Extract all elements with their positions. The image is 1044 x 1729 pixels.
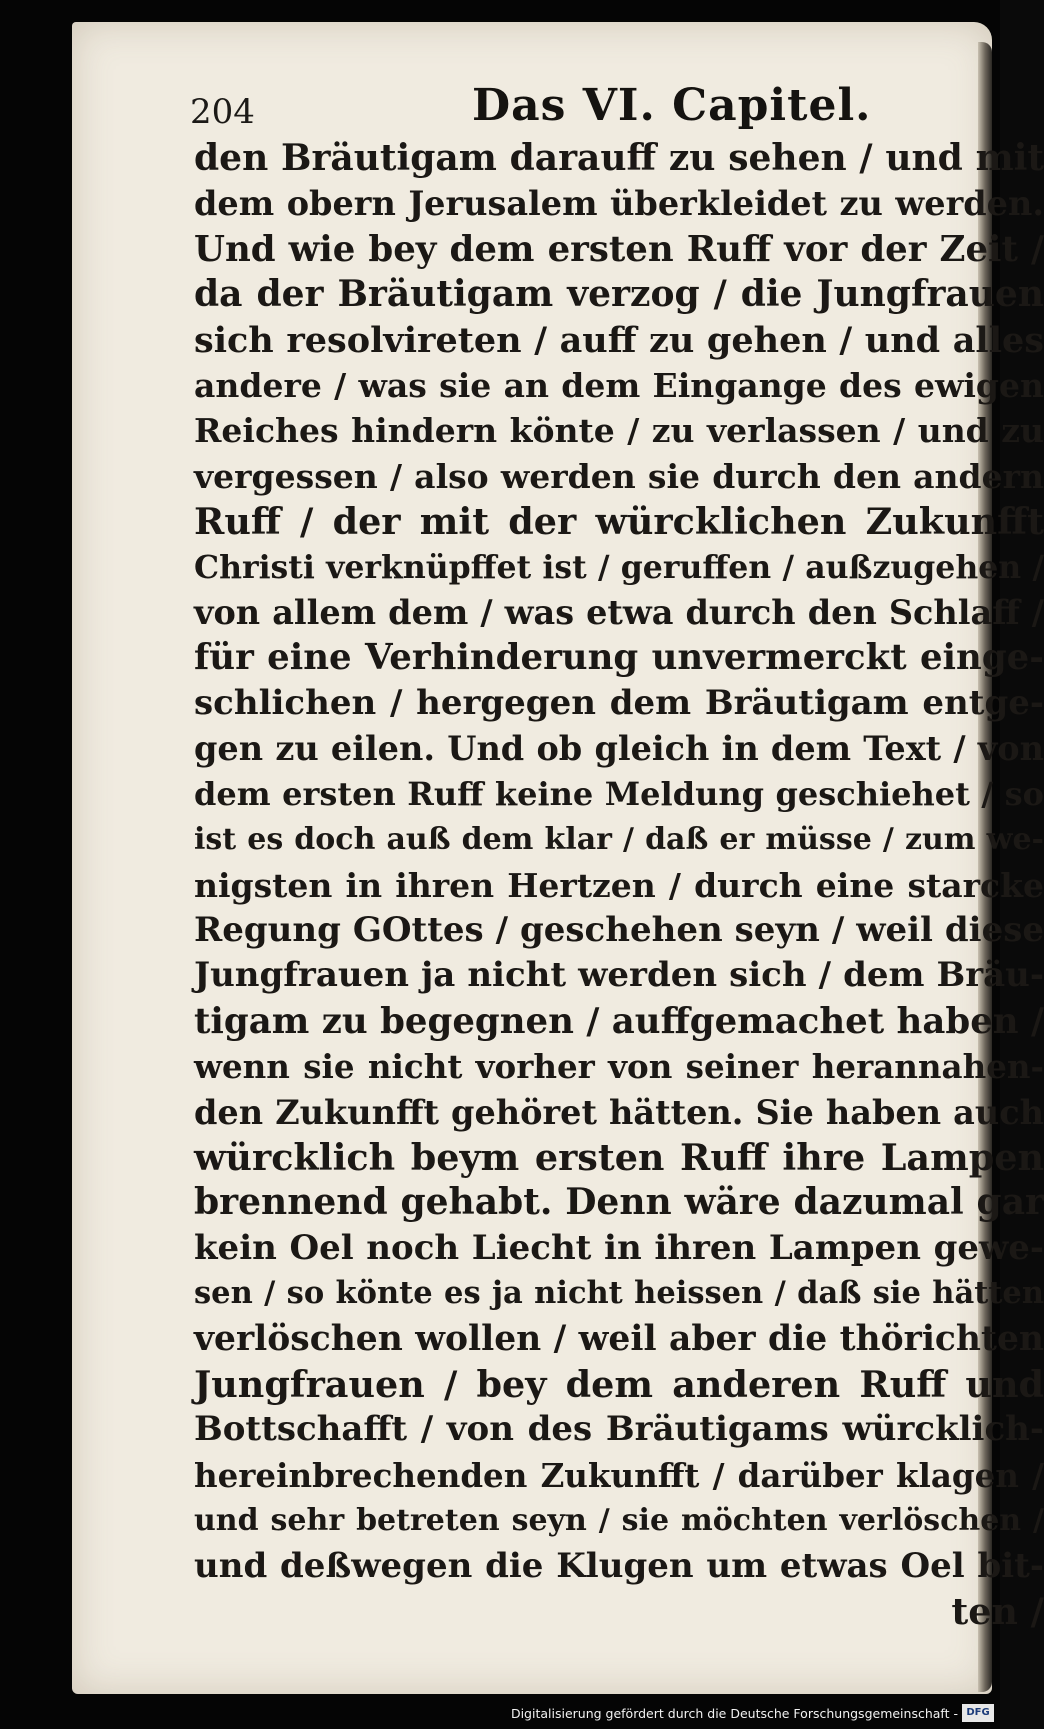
text-line: Jungfrauen / bey dem anderen Ruff und [194, 1362, 1044, 1406]
text-line: würcklich beym ersten Ruff ihre Lampen [194, 1135, 1044, 1179]
text-body [194, 136, 1044, 1634]
digitization-footer [0, 1700, 1000, 1729]
text-line: brennend gehabt. Denn wäre dazumal gar [194, 1181, 1044, 1224]
dfg-logo: DFG [962, 1704, 994, 1722]
text-line: schlichen / hergegen dem Bräutigam entge- [194, 682, 1044, 723]
page-number: 204 [190, 92, 255, 132]
text-line: von allem dem / was etwa durch den Schlaff / [194, 593, 1044, 633]
text-line: nigsten in ihren Hertzen / durch eine starcke [194, 865, 1044, 905]
text-line: Ruff / der mit der würcklichen Zukunfft [194, 500, 1044, 544]
text-line: sen / so könte es ja nicht heissen / daß sie hätten [194, 1275, 1044, 1312]
text-line: für eine Verhinderung unvermerckt einge- [194, 637, 1044, 679]
text-line: dem obern Jerusalem überkleidet zu werden. [194, 184, 1044, 224]
running-head: Das VI. Capitel. [472, 80, 872, 131]
text-line: andere / was sie an dem Eingange des ewigen [194, 366, 1044, 406]
funding-note: Digitalisierung gefördert durch die Deutsche Forschungsgemeinschaft - [510, 1706, 958, 1721]
text-line: Christi verknüpffet ist / geruffen / außzugehen / [194, 548, 1044, 586]
text-line: und sehr betreten seyn / sie möchten verlöschen / [194, 1503, 1044, 1539]
text-line: den Zukunfft gehöret hätten. Sie haben auch [194, 1092, 1044, 1132]
text-line: Und wie bey dem ersten Ruff vor der Zeit / [194, 228, 1044, 270]
text-line: und deßwegen die Klugen um etwas Oel bit- [194, 1545, 1044, 1586]
text-line: wenn sie nicht vorher von seiner herannahen- [194, 1047, 1044, 1087]
text-line: da der Bräutigam verzog / die Jungfrauen [194, 273, 1044, 316]
text-line: dem ersten Ruff keine Meldung geschiehet / so [194, 774, 1044, 813]
text-line: gen zu eilen. Und ob gleich in dem Text / von [194, 729, 1044, 769]
text-line: den Bräutigam darauff zu sehen / und mit [194, 137, 1044, 179]
text-line: tigam zu begegnen / auffgemachet haben / [194, 1000, 1044, 1042]
text-line: ist es doch auß dem klar / daß er müsse / zum we- [194, 822, 1044, 858]
text-line: sich resolvireten / auff zu gehen / und alles [194, 319, 1044, 361]
text-line: verlöschen wollen / weil aber die thörichten [194, 1318, 1044, 1359]
text-line: Bottschafft / von des Bräutigams würcklich- [194, 1409, 1044, 1450]
text-line: Regung GOttes / geschehen seyn / weil diese [194, 909, 1044, 950]
text-line: Jungfrauen ja nicht werden sich / dem Bräu- [194, 955, 1044, 996]
page-header [72, 50, 952, 132]
text-line: vergessen / also werden sie durch den andern [194, 456, 1044, 496]
book-page [72, 22, 1044, 1694]
text-line: hereinbrechenden Zukunfft / darüber klagen / [194, 1455, 1044, 1495]
text-line-catchword: ten / [951, 1590, 1044, 1633]
text-line: kein Oel noch Liecht in ihren Lampen gewe- [194, 1227, 1044, 1268]
text-line: Reiches hindern könte / zu verlassen / und zu [194, 411, 1044, 451]
